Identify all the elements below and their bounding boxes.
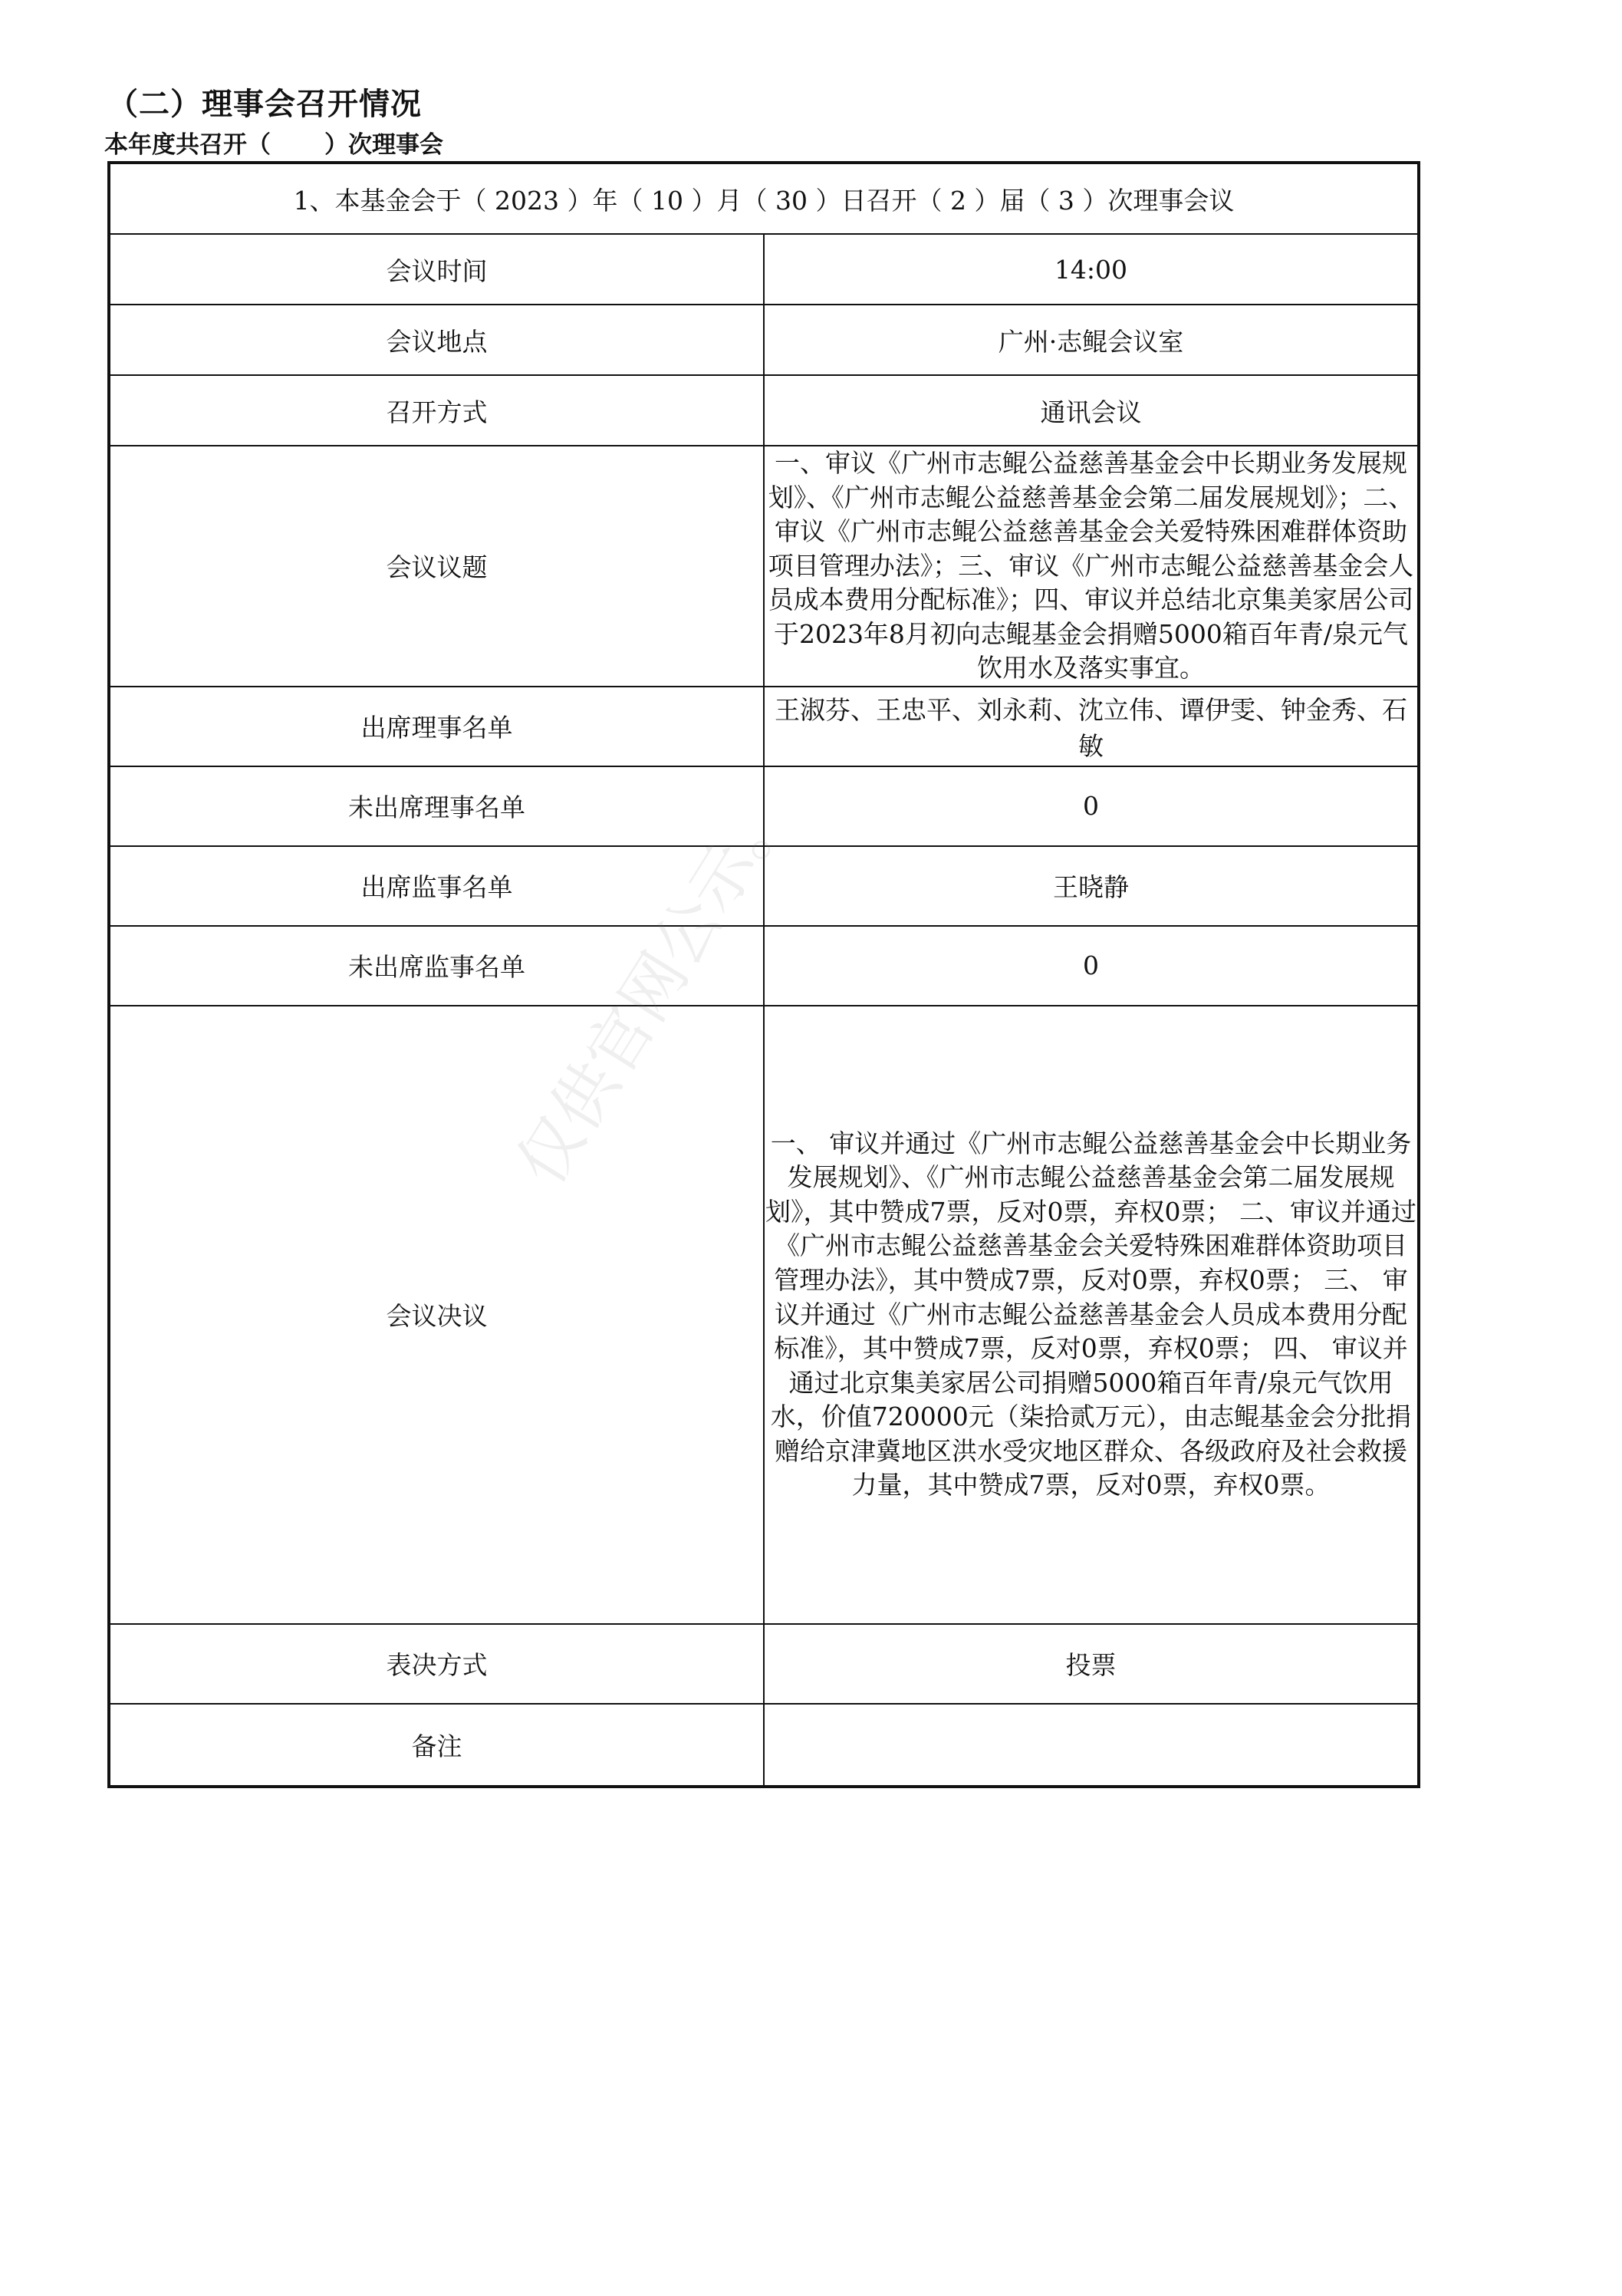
table-row-format <box>109 375 1419 446</box>
meeting-table <box>107 161 1420 1788</box>
watermark-text: 仅供官网公示。 <box>502 775 805 1198</box>
voting-method-label: 表决方式 <box>109 1624 764 1704</box>
absent-supervisors-label: 未出席监事名单 <box>109 926 764 1006</box>
absent-directors-value: 0 <box>764 766 1419 846</box>
table-row-topics <box>109 446 1419 687</box>
meeting-format-value: 通讯会议 <box>764 375 1419 446</box>
meeting-time-value: 14:00 <box>764 234 1419 305</box>
table-row-attending-supervisors <box>109 846 1419 926</box>
attending-supervisors-value: 王晓静 <box>764 846 1419 926</box>
remarks-label: 备注 <box>109 1704 764 1787</box>
subtitle-left: 本年度共召开（ <box>104 131 271 159</box>
attending-directors-label: 出席理事名单 <box>109 687 764 766</box>
attending-supervisors-label: 出席监事名单 <box>109 846 764 926</box>
meeting-location-label: 会议地点 <box>109 305 764 375</box>
voting-method-value: 投票 <box>764 1624 1419 1704</box>
absent-directors-label: 未出席理事名单 <box>109 766 764 846</box>
section-subtitle <box>104 125 443 160</box>
resolutions-value: 一、 审议并通过《广州市志鲲公益慈善基金会中长期业务发展规划》、《广州市志鲲公益慈善基金会第二届发展规划》，其中赞成7票，反对0票，弃权0票； 二、审议并通过《广州市志鲲公益慈善基金会关爱特殊困难群体资助项目管理办法》，其中赞成7票，反对0票，弃权0票； 三、 审议并通过《广州市志鲲公益慈善基金会人员成本费用分配标准》，其中赞成7票，反对0票，弃权0票； 四、 审议并通过北京集美家居公司捐赠5000箱百年青/泉元气饮用水，价值720000元（柒拾贰万元），由志鲲基金会分批捐赠给京津冀地区洪水受灾地区群众、各级政府及社会救援力量，其中赞成7票，反对0票，弃权0票。 <box>764 1006 1419 1624</box>
resolutions-label: 会议决议 <box>109 1006 764 1624</box>
meeting-time-label: 会议时间 <box>109 234 764 305</box>
meeting-format-label: 召开方式 <box>109 375 764 446</box>
table-row-resolutions <box>109 1006 1419 1624</box>
table-row-attending-directors <box>109 687 1419 766</box>
remarks-value <box>764 1704 1419 1787</box>
table-row-absent-directors <box>109 766 1419 846</box>
table-row-remarks <box>109 1704 1419 1787</box>
section-title: （二）理事会召开情况 <box>107 87 422 122</box>
meeting-topics-value: 一、审议《广州市志鲲公益慈善基金会中长期业务发展规划》、《广州市志鲲公益慈善基金会第二届发展规划》；二、审议《广州市志鲲公益慈善基金会关爱特殊困难群体资助项目管理办法》；三、审议《广州市志鲲公益慈善基金会人员成本费用分配标准》；四、审议并总结北京集美家居公司于2023年8月初向志鲲基金会捐赠5000箱百年青/泉元气饮用水及落实事宜。 <box>764 446 1419 687</box>
table-row-location <box>109 305 1419 375</box>
table-row-voting-method <box>109 1624 1419 1704</box>
attending-directors-value: 王淑芬、王忠平、刘永莉、沈立伟、谭伊雯、钟金秀、石敏 <box>764 687 1419 766</box>
table-row-time <box>109 234 1419 305</box>
meeting-topics-label: 会议议题 <box>109 446 764 687</box>
meeting-header: 1、本基金会于（ 2023 ）年（ 10 ）月（ 30 ）日召开（ 2 ）届（ 3 ）次理事会议 <box>109 163 1419 234</box>
meeting-header-row <box>109 163 1419 234</box>
meeting-location-value: 广州·志鲲会议室 <box>764 305 1419 375</box>
subtitle-right: ）次理事会 <box>324 131 443 159</box>
table-row-absent-supervisors <box>109 926 1419 1006</box>
absent-supervisors-value: 0 <box>764 926 1419 1006</box>
